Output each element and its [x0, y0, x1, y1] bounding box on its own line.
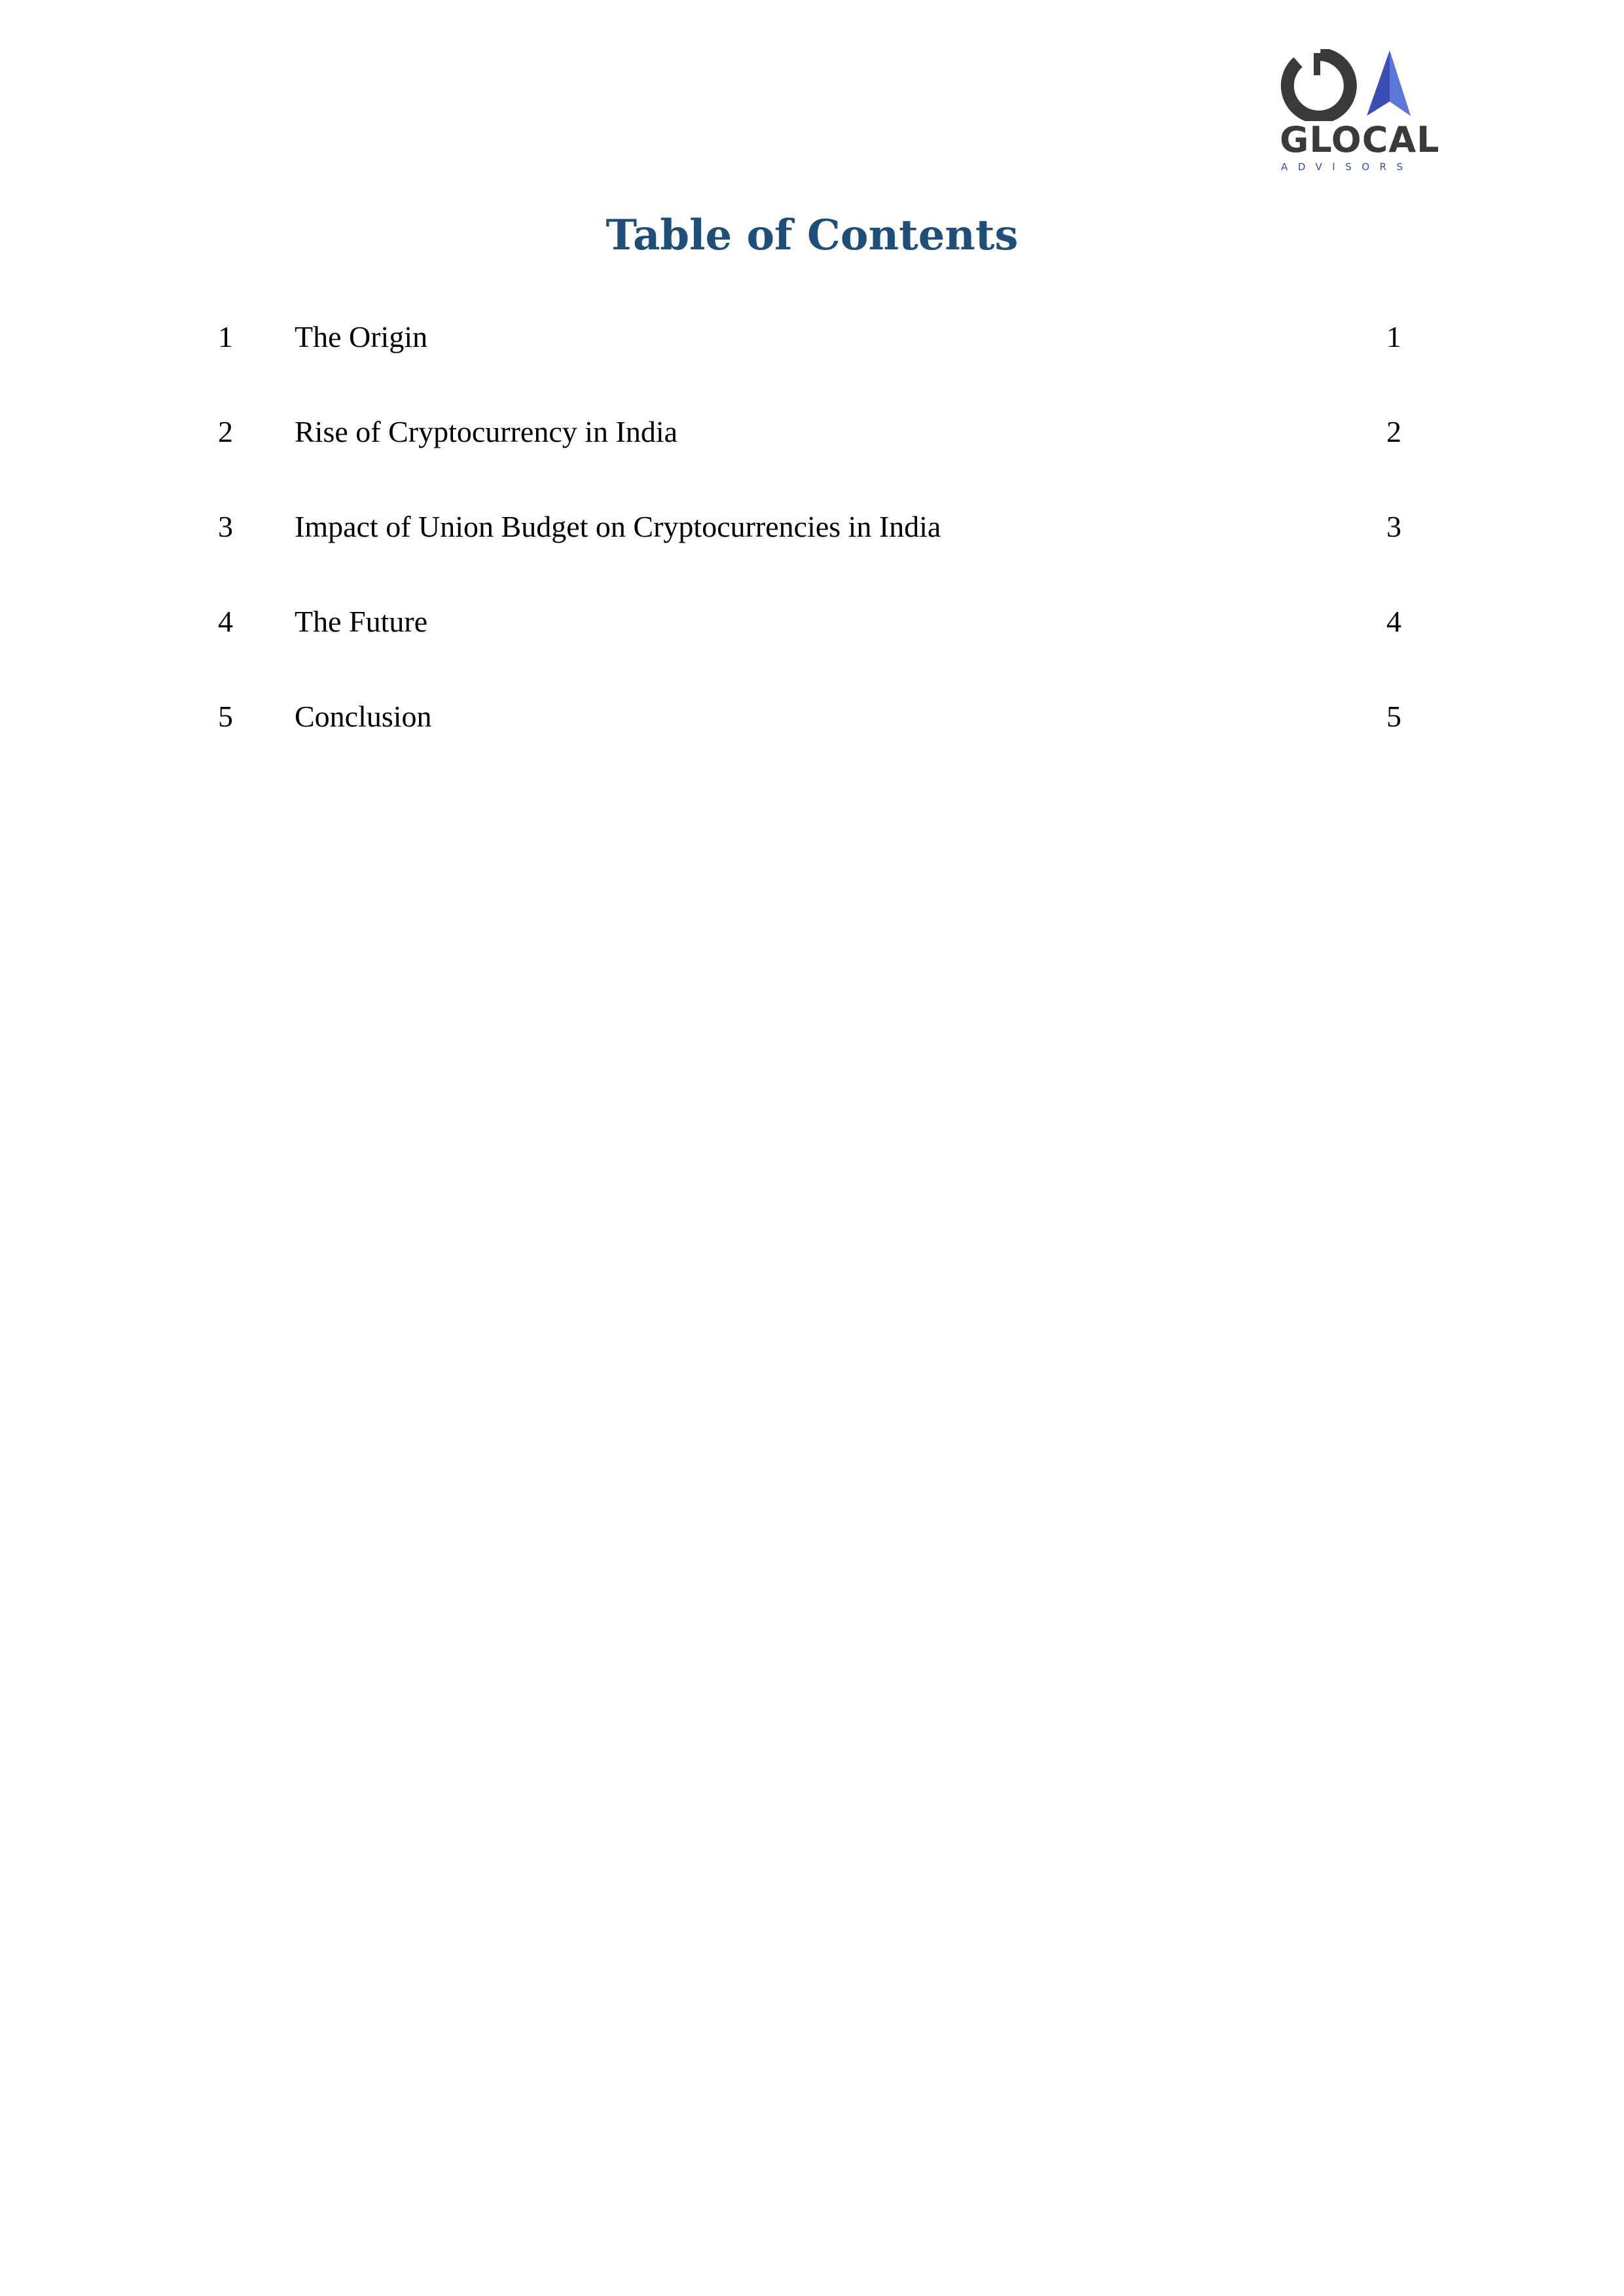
toc-entry-page: 3 — [1386, 510, 1401, 543]
logo-subtext: ADVISORS — [1281, 161, 1413, 173]
toc-entry-number: 1 — [218, 320, 233, 353]
toc-entry-page: 4 — [1386, 605, 1401, 638]
logo-wordmark: GLOCAL — [1280, 119, 1440, 160]
toc-entry-title[interactable]: The Future — [295, 605, 428, 638]
toc-entry-title[interactable]: Rise of Cryptocurrency in India — [295, 415, 678, 448]
toc-entry-title[interactable]: Conclusion — [295, 700, 432, 733]
toc-entry-page: 5 — [1386, 700, 1401, 733]
logo-mark-icon — [1280, 49, 1430, 121]
glocal-advisors-logo — [1280, 49, 1440, 180]
toc-entry[interactable] — [0, 602, 1624, 697]
toc-entry-title[interactable]: The Origin — [295, 320, 428, 353]
toc-entry-page: 1 — [1386, 320, 1401, 353]
toc-list — [0, 317, 1624, 792]
toc-entry[interactable] — [0, 507, 1624, 602]
toc-entry[interactable] — [0, 697, 1624, 792]
toc-entry-title[interactable]: Impact of Union Budget on Cryptocurrencies in India — [295, 510, 941, 543]
toc-entry[interactable] — [0, 317, 1624, 412]
page-title: Table of Contents — [605, 211, 1019, 260]
toc-entry-number: 3 — [218, 510, 233, 543]
toc-entry-number: 2 — [218, 415, 233, 448]
toc-entry[interactable] — [0, 412, 1624, 507]
toc-entry-number: 4 — [218, 605, 233, 638]
toc-entry-number: 5 — [218, 700, 233, 733]
toc-entry-page: 2 — [1386, 415, 1401, 448]
